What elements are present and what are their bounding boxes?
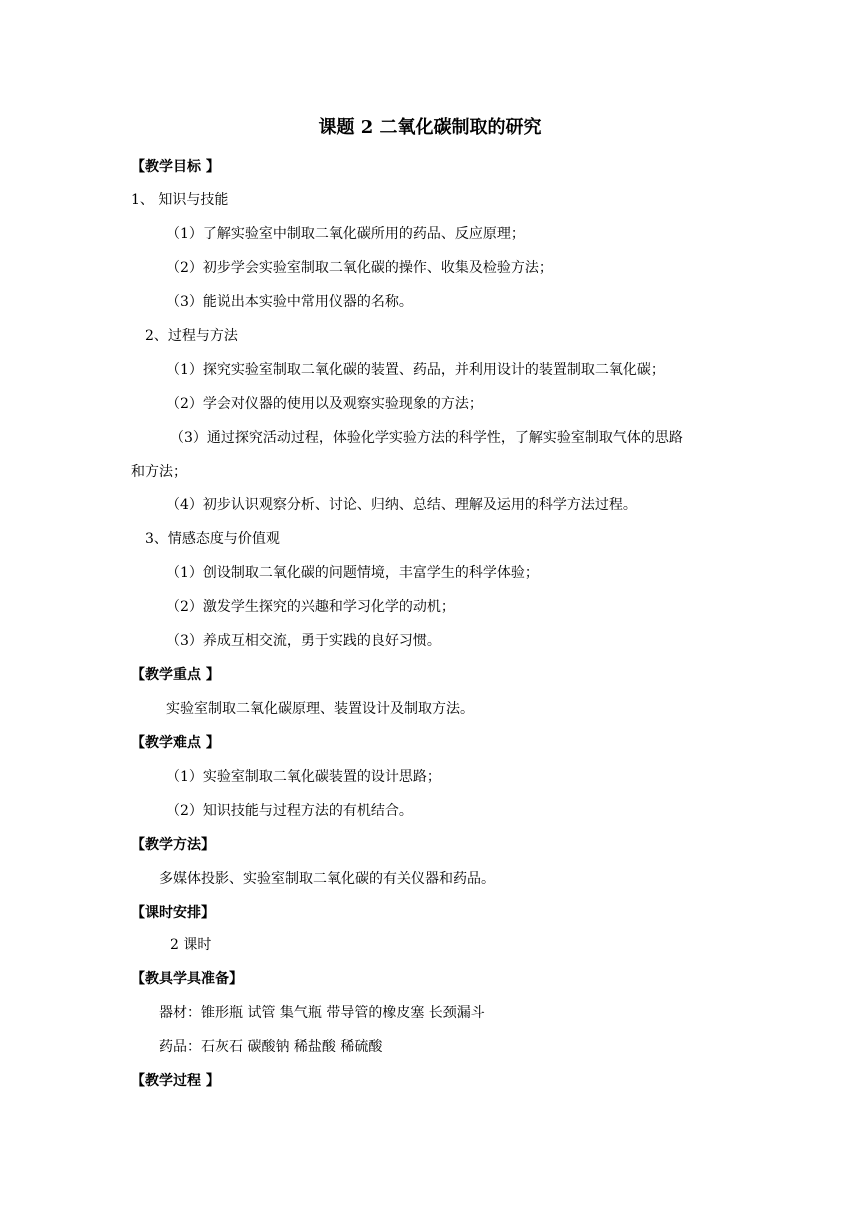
section3-item: （3）养成互相交流，勇于实践的良好习惯。: [166, 633, 441, 649]
key-points-text: 实验室制取二氧化碳原理、装置设计及制取方法。: [166, 701, 474, 717]
materials-heading: 【教具学具准备】: [131, 971, 243, 987]
section2-item-continuation: 和方法；: [131, 464, 187, 480]
section1-item: （3）能说出本实验中常用仪器的名称。: [166, 294, 413, 310]
section2-item: （3）通过探究活动过程，体验化学实验方法的科学性，了解实验室制取气体的思路: [170, 430, 683, 446]
document-title: 课题 2 二氧化碳制取的研究: [318, 117, 542, 138]
schedule-text: 2 课时: [170, 937, 212, 953]
section2-label: 2、过程与方法: [145, 328, 238, 344]
section2-item: （1）探究实验室制取二氧化碳的装置、药品，并利用设计的装置制取二氧化碳；: [166, 362, 665, 378]
objectives-heading: 【教学目标 】: [131, 159, 220, 175]
section2-item: （2）学会对仪器的使用以及观察实验现象的方法；: [166, 396, 483, 412]
section1-item: （1）了解实验室中制取二氧化碳所用的药品、反应原理；: [166, 226, 525, 242]
section1-item: （2）初步学会实验室制取二氧化碳的操作、收集及检验方法；: [166, 260, 553, 276]
section3-label: 3、情感态度与价值观: [145, 531, 280, 547]
process-heading: 【教学过程 】: [131, 1073, 220, 1089]
methods-text: 多媒体投影、实验室制取二氧化碳的有关仪器和药品。: [159, 871, 495, 887]
section3-item: （2）激发学生探究的兴趣和学习化学的动机；: [166, 599, 455, 615]
difficulties-item: （2）知识技能与过程方法的有机结合。: [166, 803, 413, 819]
section3-item: （1）创设制取二氧化碳的问题情境，丰富学生的科学体验；: [166, 565, 539, 581]
section1-label: 1、 知识与技能: [131, 192, 229, 208]
key-points-heading: 【教学重点 】: [131, 667, 220, 683]
section2-item: （4）初步认识观察分析、讨论、归纳、总结、理解及运用的科学方法过程。: [166, 497, 637, 513]
difficulties-heading: 【教学难点 】: [131, 735, 220, 751]
chemicals-list: 药品：石灰石 碳酸钠 稀盐酸 稀硫酸: [159, 1039, 383, 1055]
equipment-list: 器材：锥形瓶 试管 集气瓶 带导管的橡皮塞 长颈漏斗: [159, 1005, 485, 1021]
schedule-heading: 【课时安排】: [131, 905, 215, 921]
methods-heading: 【教学方法】: [131, 837, 215, 853]
difficulties-item: （1）实验室制取二氧化碳装置的设计思路；: [166, 769, 441, 785]
